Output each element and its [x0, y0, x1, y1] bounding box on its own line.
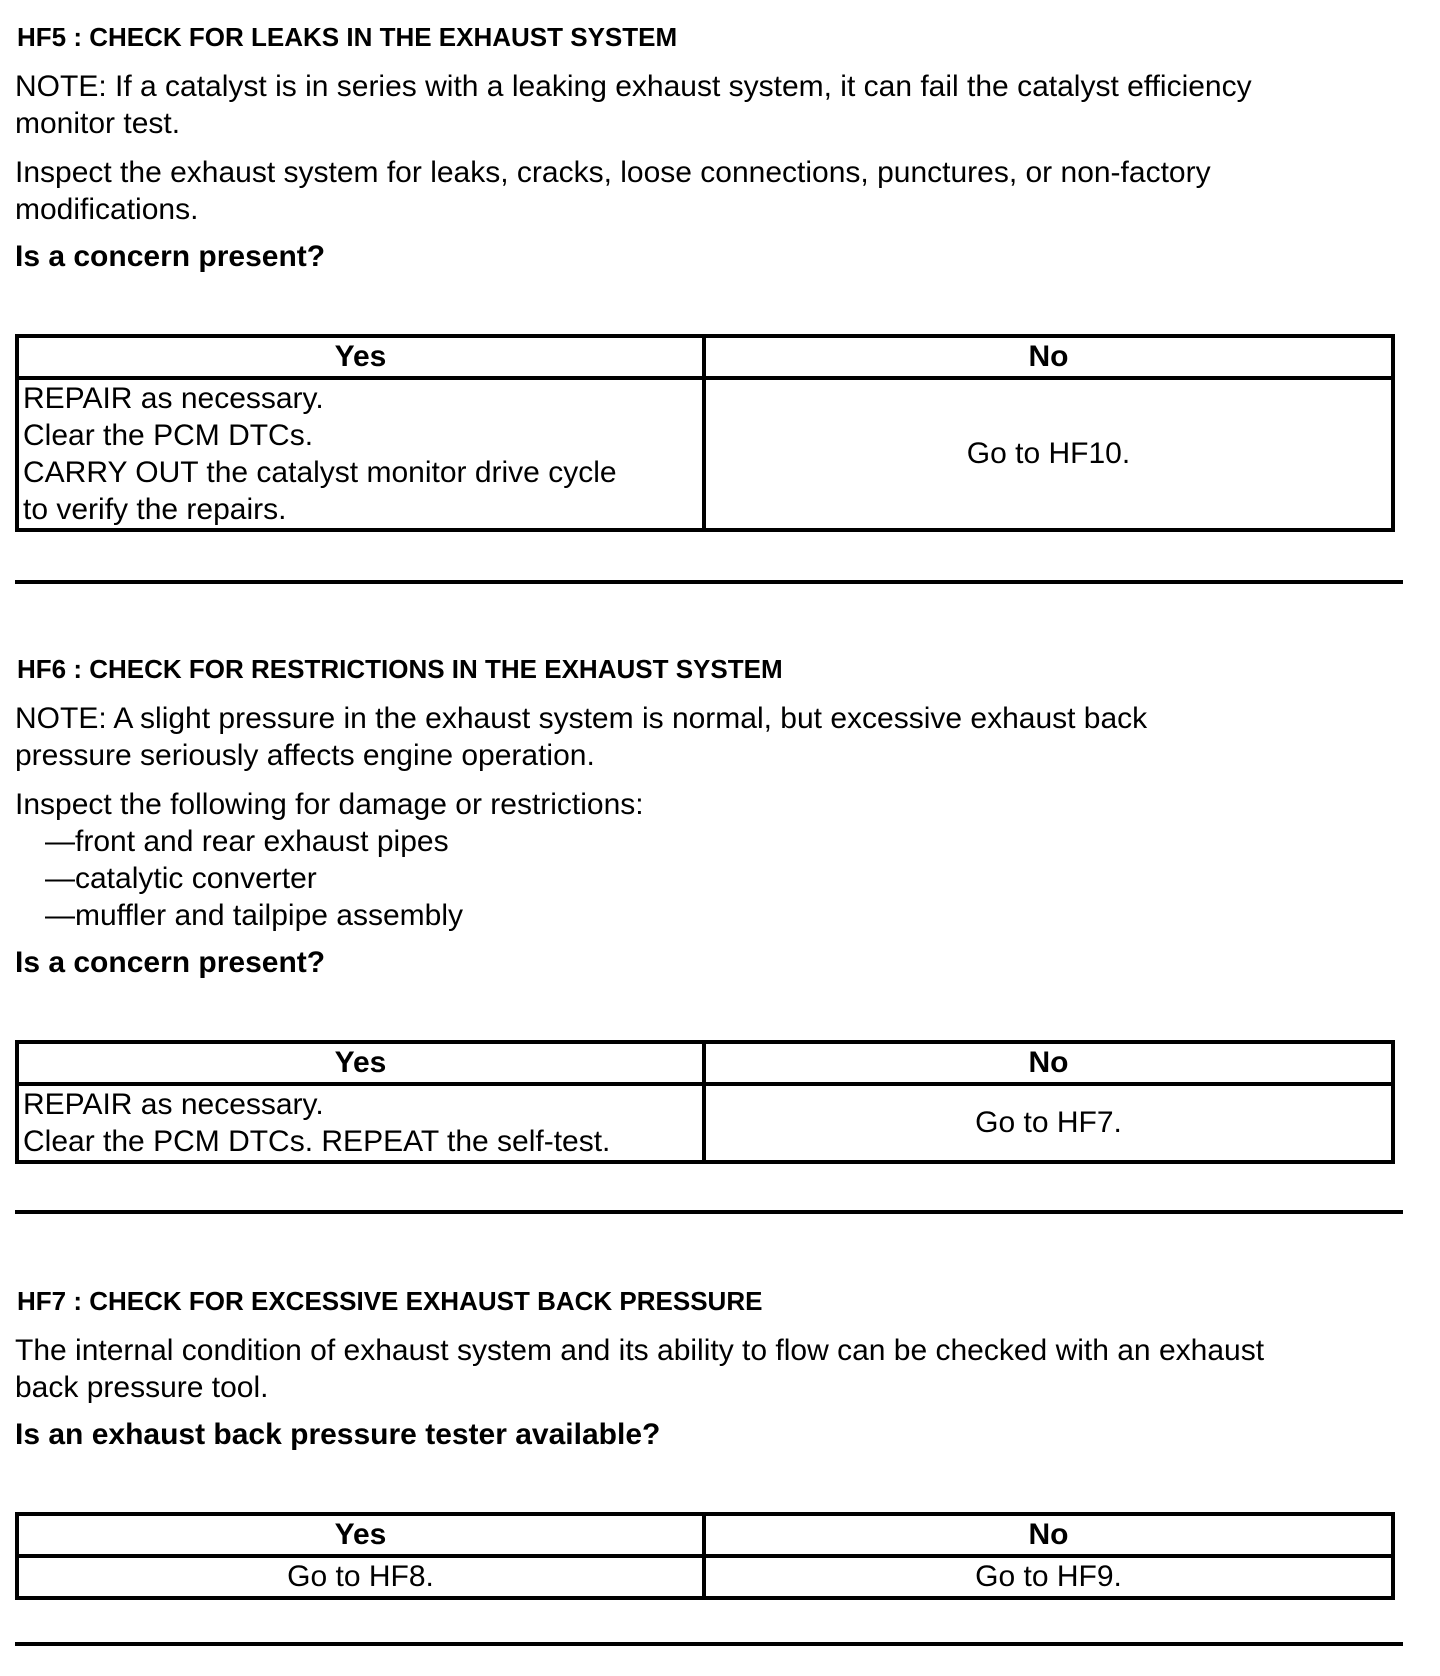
- list-item: —catalytic converter: [45, 862, 317, 895]
- list-item: —front and rear exhaust pipes: [45, 825, 449, 858]
- no-header: No: [704, 1042, 1393, 1084]
- inspection-list: [45, 823, 463, 934]
- yes-header: Yes: [17, 336, 704, 378]
- list-item: —muffler and tailpipe assembly: [45, 899, 463, 932]
- yes-no-table: [15, 1512, 1395, 1600]
- yes-no-table: [15, 1040, 1395, 1164]
- section-heading: HF6 : CHECK FOR RESTRICTIONS IN THE EXHAUST SYSTEM: [17, 654, 783, 684]
- no-action: Go to HF9.: [704, 1556, 1393, 1598]
- no-action: Go to HF10.: [704, 378, 1393, 530]
- no-action: Go to HF7.: [704, 1084, 1393, 1162]
- yes-header: Yes: [17, 1514, 704, 1556]
- note-text: NOTE: If a catalyst is in series with a leaking exhaust system, it can fail the catalyst efficiency monitor test.: [15, 70, 1252, 140]
- question-text: Is a concern present?: [15, 946, 326, 979]
- yes-action: REPAIR as necessary. Clear the PCM DTCs. REPEAT the self-test.: [17, 1084, 704, 1162]
- instruction-text: Inspect the exhaust system for leaks, cracks, loose connections, punctures, or non-factory modifications.: [15, 156, 1211, 226]
- section-divider: [15, 580, 1403, 584]
- section-divider: [15, 1210, 1403, 1214]
- no-header: No: [704, 336, 1393, 378]
- yes-action: Go to HF8.: [17, 1556, 704, 1598]
- section-heading: HF5 : CHECK FOR LEAKS IN THE EXHAUST SYSTEM: [17, 22, 678, 52]
- section-hf7: [15, 1260, 1405, 1670]
- section-hf5: [15, 0, 1405, 590]
- yes-no-table: [15, 334, 1395, 532]
- question-text: Is a concern present?: [15, 240, 326, 273]
- section-heading: HF7 : CHECK FOR EXCESSIVE EXHAUST BACK PRESSURE: [17, 1286, 763, 1316]
- question-text: Is an exhaust back pressure tester available?: [15, 1418, 661, 1451]
- yes-header: Yes: [17, 1042, 704, 1084]
- no-header: No: [704, 1514, 1393, 1556]
- section-hf6: [15, 630, 1405, 1220]
- section-divider: [15, 1642, 1403, 1646]
- instruction-text: The internal condition of exhaust system and its ability to flow can be checked with an exhaust back pressure tool.: [15, 1334, 1265, 1404]
- note-text: NOTE: A slight pressure in the exhaust system is normal, but excessive exhaust back pressure seriously affects engine operation.: [15, 702, 1148, 772]
- instruction-text: Inspect the following for damage or restrictions:: [15, 788, 644, 821]
- yes-action: REPAIR as necessary. Clear the PCM DTCs. CARRY OUT the catalyst monitor drive cycle to verify the repairs.: [17, 378, 704, 530]
